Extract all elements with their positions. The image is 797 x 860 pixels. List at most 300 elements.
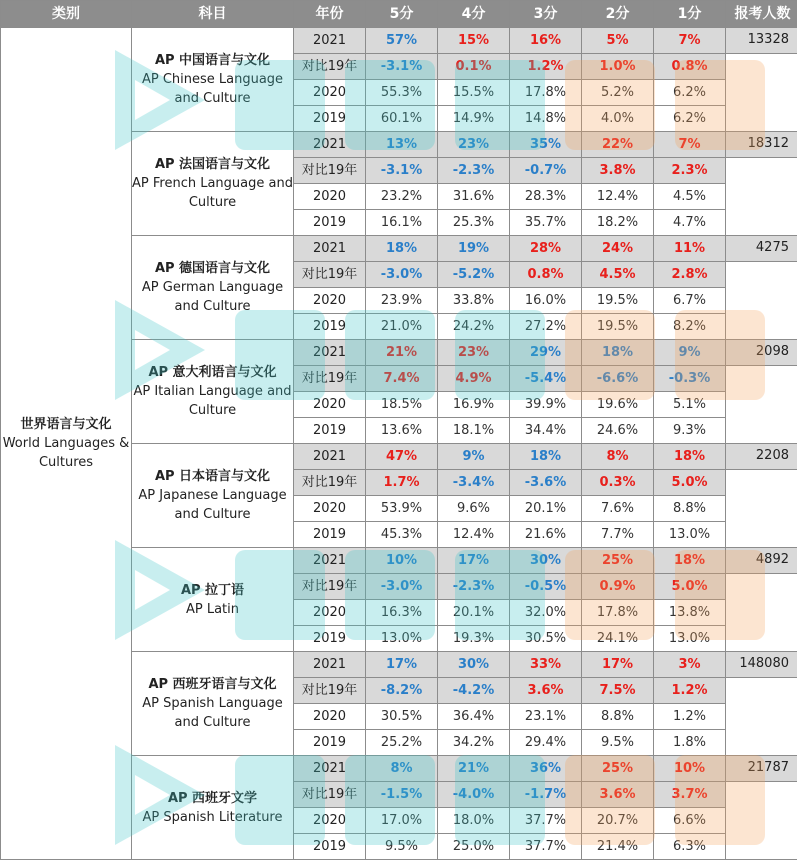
score-cell-1	[654, 522, 726, 548]
score-value: 18%	[602, 345, 633, 360]
score-value: 5.0%	[671, 475, 707, 490]
score-value: 0.1%	[455, 59, 491, 74]
score-value: 16%	[530, 33, 561, 48]
score-value: 6.7%	[673, 293, 706, 308]
year-cell: 2020	[294, 392, 366, 418]
table-row	[1, 28, 797, 54]
header-score-5: 5分	[366, 1, 438, 28]
score-value: 16.1%	[381, 215, 422, 230]
score-cell-5	[366, 548, 438, 574]
score-cell-5	[366, 314, 438, 340]
score-value: 12.4%	[597, 189, 638, 204]
year-cell: 对比19年	[294, 574, 366, 600]
score-cell-2	[582, 314, 654, 340]
score-cell-2	[582, 444, 654, 470]
header-category: 类别	[1, 1, 132, 28]
score-cell-5	[366, 106, 438, 132]
score-cell-3	[510, 288, 582, 314]
score-cell-5	[366, 184, 438, 210]
year-cell: 2021	[294, 652, 366, 678]
score-cell-4	[438, 236, 510, 262]
score-cell-3	[510, 548, 582, 574]
header-year: 年份	[294, 1, 366, 28]
year-cell: 2021	[294, 132, 366, 158]
year-cell: 2019	[294, 730, 366, 756]
score-cell-3	[510, 444, 582, 470]
score-cell-2	[582, 548, 654, 574]
subject-zh: AP 意大利语言与文化	[132, 363, 293, 382]
score-value: 9.5%	[385, 839, 418, 854]
score-cell-1	[654, 132, 726, 158]
subject-en: AP Italian Language and Culture	[132, 382, 293, 420]
score-cell-1	[654, 444, 726, 470]
score-cell-2	[582, 54, 654, 80]
score-value: 20.1%	[453, 605, 494, 620]
score-value: 23.1%	[525, 709, 566, 724]
score-cell-2	[582, 288, 654, 314]
score-value: 0.3%	[599, 475, 635, 490]
score-cell-4	[438, 28, 510, 54]
score-value: 18%	[386, 241, 417, 256]
score-cell-5	[366, 496, 438, 522]
score-cell-3	[510, 106, 582, 132]
score-value: 2.8%	[671, 267, 707, 282]
score-value: 8.8%	[673, 501, 706, 516]
score-cell-4	[438, 288, 510, 314]
score-cell-1	[654, 808, 726, 834]
score-value: 21.6%	[525, 527, 566, 542]
score-value: 1.2%	[673, 709, 706, 724]
score-value: 18%	[674, 449, 705, 464]
score-cell-2	[582, 210, 654, 236]
score-value: 8.8%	[601, 709, 634, 724]
score-cell-5	[366, 288, 438, 314]
score-value: 15.5%	[453, 85, 494, 100]
score-value: 13.0%	[669, 631, 710, 646]
score-value: 6.6%	[673, 813, 706, 828]
subject-en: AP Latin	[132, 600, 293, 619]
score-value: 28.3%	[525, 189, 566, 204]
score-value: -3.6%	[525, 475, 566, 490]
score-cell-2	[582, 496, 654, 522]
score-cell-3	[510, 158, 582, 184]
score-cell-2	[582, 808, 654, 834]
score-cell-1	[654, 418, 726, 444]
score-cell-5	[366, 80, 438, 106]
count-cell: 148080	[726, 652, 797, 678]
score-value: 8.2%	[673, 319, 706, 334]
year-cell: 对比19年	[294, 366, 366, 392]
score-cell-3	[510, 184, 582, 210]
score-value: 4.9%	[455, 371, 491, 386]
year-cell: 对比19年	[294, 158, 366, 184]
score-value: 1.8%	[673, 735, 706, 750]
score-cell-2	[582, 158, 654, 184]
score-cell-4	[438, 184, 510, 210]
score-value: 3.6%	[599, 787, 635, 802]
score-value: 47%	[386, 449, 417, 464]
score-value: 16.9%	[453, 397, 494, 412]
count-cell-empty	[726, 574, 797, 652]
score-value: 1.7%	[383, 475, 419, 490]
score-value: 13.0%	[381, 631, 422, 646]
score-value: 3%	[678, 657, 700, 672]
year-cell: 2020	[294, 80, 366, 106]
header-score-3: 3分	[510, 1, 582, 28]
score-value: 18.2%	[597, 215, 638, 230]
score-value: -0.7%	[525, 163, 566, 178]
score-cell-5	[366, 392, 438, 418]
score-cell-3	[510, 340, 582, 366]
score-value: 19.5%	[597, 293, 638, 308]
score-value: 18%	[530, 449, 561, 464]
score-value: 23%	[458, 345, 489, 360]
score-value: 8%	[606, 449, 628, 464]
count-cell: 13328	[726, 28, 797, 54]
year-cell: 2021	[294, 756, 366, 782]
score-value: 11%	[674, 241, 705, 256]
year-cell: 2021	[294, 340, 366, 366]
score-value: 35%	[530, 137, 561, 152]
score-cell-5	[366, 678, 438, 704]
score-value: 20.1%	[525, 501, 566, 516]
score-cell-4	[438, 834, 510, 860]
year-cell: 对比19年	[294, 54, 366, 80]
year-cell: 对比19年	[294, 262, 366, 288]
score-value: -4.2%	[453, 683, 494, 698]
year-cell: 2019	[294, 314, 366, 340]
score-cell-4	[438, 132, 510, 158]
score-cell-3	[510, 496, 582, 522]
score-cell-2	[582, 470, 654, 496]
score-cell-5	[366, 236, 438, 262]
score-value: 19.5%	[597, 319, 638, 334]
score-cell-1	[654, 626, 726, 652]
score-value: 53.9%	[381, 501, 422, 516]
score-cell-3	[510, 652, 582, 678]
score-value: 5%	[606, 33, 628, 48]
score-value: 13.0%	[669, 527, 710, 542]
score-value: 28%	[530, 241, 561, 256]
score-value: 4.5%	[599, 267, 635, 282]
score-cell-2	[582, 574, 654, 600]
score-cell-1	[654, 756, 726, 782]
score-cell-2	[582, 80, 654, 106]
score-value: 30%	[458, 657, 489, 672]
score-cell-5	[366, 652, 438, 678]
year-cell: 对比19年	[294, 678, 366, 704]
category-zh: 世界语言与文化	[1, 415, 131, 434]
score-value: -1.5%	[381, 787, 422, 802]
score-value: 19%	[458, 241, 489, 256]
score-value: 13.8%	[669, 605, 710, 620]
score-cell-2	[582, 626, 654, 652]
score-cell-4	[438, 782, 510, 808]
year-cell: 2020	[294, 704, 366, 730]
year-cell: 2019	[294, 418, 366, 444]
score-cell-1	[654, 704, 726, 730]
score-cell-4	[438, 392, 510, 418]
score-cell-3	[510, 80, 582, 106]
score-value: -2.3%	[453, 579, 494, 594]
year-cell: 2019	[294, 834, 366, 860]
score-cell-2	[582, 522, 654, 548]
score-cell-5	[366, 808, 438, 834]
score-cell-1	[654, 834, 726, 860]
score-cell-3	[510, 54, 582, 80]
subject-en: AP French Language and Culture	[132, 174, 293, 212]
count-cell: 2098	[726, 340, 797, 366]
score-value: -3.1%	[381, 59, 422, 74]
score-cell-2	[582, 782, 654, 808]
score-cell-1	[654, 548, 726, 574]
subject-cell	[132, 444, 294, 548]
score-value: 2.3%	[671, 163, 707, 178]
score-cell-2	[582, 704, 654, 730]
score-cell-5	[366, 704, 438, 730]
score-value: 24.6%	[597, 423, 638, 438]
score-value: -1.7%	[525, 787, 566, 802]
score-value: 19.6%	[597, 397, 638, 412]
score-cell-2	[582, 730, 654, 756]
subject-cell	[132, 236, 294, 340]
subject-en: AP Chinese Language and Culture	[132, 70, 293, 108]
year-cell: 2019	[294, 210, 366, 236]
count-cell: 18312	[726, 132, 797, 158]
score-value: 7.6%	[601, 501, 634, 516]
score-cell-3	[510, 600, 582, 626]
score-cell-1	[654, 262, 726, 288]
score-value: 7%	[678, 33, 700, 48]
score-value: 55.3%	[381, 85, 422, 100]
score-value: 0.8%	[527, 267, 563, 282]
year-cell: 2020	[294, 288, 366, 314]
year-cell: 对比19年	[294, 470, 366, 496]
score-cell-4	[438, 314, 510, 340]
score-cell-4	[438, 418, 510, 444]
score-value: 10%	[674, 761, 705, 776]
score-value: 36%	[530, 761, 561, 776]
score-cell-3	[510, 756, 582, 782]
score-cell-1	[654, 80, 726, 106]
score-cell-3	[510, 236, 582, 262]
score-value: 32.0%	[525, 605, 566, 620]
score-cell-2	[582, 106, 654, 132]
score-cell-4	[438, 366, 510, 392]
score-value: 19.3%	[453, 631, 494, 646]
score-cell-5	[366, 366, 438, 392]
score-cell-5	[366, 54, 438, 80]
score-value: 29.4%	[525, 735, 566, 750]
score-cell-5	[366, 756, 438, 782]
score-value: 23.9%	[381, 293, 422, 308]
score-cell-2	[582, 236, 654, 262]
score-value: 23.2%	[381, 189, 422, 204]
score-value: 17.0%	[381, 813, 422, 828]
score-value: -4.0%	[453, 787, 494, 802]
score-value: 21.0%	[381, 319, 422, 334]
score-cell-1	[654, 574, 726, 600]
score-cell-3	[510, 834, 582, 860]
score-cell-5	[366, 522, 438, 548]
score-cell-2	[582, 132, 654, 158]
score-value: 9%	[678, 345, 700, 360]
score-cell-3	[510, 522, 582, 548]
score-cell-5	[366, 730, 438, 756]
count-cell-empty	[726, 158, 797, 236]
score-cell-1	[654, 340, 726, 366]
year-cell: 2020	[294, 808, 366, 834]
score-cell-5	[366, 782, 438, 808]
score-value: 30.5%	[381, 709, 422, 724]
score-cell-3	[510, 392, 582, 418]
score-value: 18.0%	[453, 813, 494, 828]
subject-zh: AP 日本语言与文化	[132, 467, 293, 486]
year-cell: 对比19年	[294, 782, 366, 808]
score-value: 57%	[386, 33, 417, 48]
score-cell-1	[654, 106, 726, 132]
score-value: 23%	[458, 137, 489, 152]
score-value: 37.7%	[525, 839, 566, 854]
score-value: 9.3%	[673, 423, 706, 438]
score-cell-2	[582, 392, 654, 418]
score-cell-1	[654, 210, 726, 236]
score-value: 9%	[462, 449, 484, 464]
score-value: 14.8%	[525, 111, 566, 126]
score-value: -3.0%	[381, 579, 422, 594]
score-cell-1	[654, 782, 726, 808]
score-cell-4	[438, 730, 510, 756]
header-score-4: 4分	[438, 1, 510, 28]
score-value: -3.1%	[381, 163, 422, 178]
count-cell-empty	[726, 54, 797, 132]
score-value: 7%	[678, 137, 700, 152]
year-cell: 2019	[294, 106, 366, 132]
score-cell-1	[654, 314, 726, 340]
score-value: 34.2%	[453, 735, 494, 750]
subject-cell	[132, 28, 294, 132]
score-cell-1	[654, 496, 726, 522]
score-cell-4	[438, 158, 510, 184]
score-cell-4	[438, 652, 510, 678]
score-value: 29%	[530, 345, 561, 360]
score-cell-4	[438, 548, 510, 574]
score-value: 5.1%	[673, 397, 706, 412]
score-cell-1	[654, 652, 726, 678]
score-cell-1	[654, 54, 726, 80]
score-value: 14.9%	[453, 111, 494, 126]
subject-zh: AP 西班牙文学	[132, 789, 293, 808]
score-value: 13%	[386, 137, 417, 152]
subject-zh: AP 德国语言与文化	[132, 259, 293, 278]
score-value: 22%	[602, 137, 633, 152]
score-value: 35.7%	[525, 215, 566, 230]
year-cell: 2019	[294, 522, 366, 548]
score-cell-2	[582, 28, 654, 54]
score-value: 34.4%	[525, 423, 566, 438]
subject-cell	[132, 132, 294, 236]
score-cell-3	[510, 782, 582, 808]
subject-cell	[132, 756, 294, 860]
score-cell-5	[366, 444, 438, 470]
count-cell-empty	[726, 366, 797, 444]
score-value: 21%	[386, 345, 417, 360]
score-value: 39.9%	[525, 397, 566, 412]
score-cell-4	[438, 80, 510, 106]
score-value: 3.7%	[671, 787, 707, 802]
score-cell-1	[654, 678, 726, 704]
score-value: 3.6%	[527, 683, 563, 698]
header-count: 报考人数	[726, 1, 797, 28]
score-value: 21%	[458, 761, 489, 776]
score-cell-4	[438, 678, 510, 704]
score-value: -5.2%	[453, 267, 494, 282]
score-cell-2	[582, 652, 654, 678]
score-value: 6.2%	[673, 85, 706, 100]
score-cell-3	[510, 28, 582, 54]
score-value: 3.8%	[599, 163, 635, 178]
subject-zh: AP 法国语言与文化	[132, 155, 293, 174]
score-value: 20.7%	[597, 813, 638, 828]
score-cell-3	[510, 418, 582, 444]
score-cell-4	[438, 574, 510, 600]
score-cell-2	[582, 262, 654, 288]
score-cell-5	[366, 470, 438, 496]
year-cell: 2020	[294, 496, 366, 522]
score-value: 18.1%	[453, 423, 494, 438]
score-cell-1	[654, 184, 726, 210]
score-cell-4	[438, 470, 510, 496]
score-cell-3	[510, 210, 582, 236]
score-value: 21.4%	[597, 839, 638, 854]
score-value: -0.5%	[525, 579, 566, 594]
score-value: 8%	[390, 761, 412, 776]
subject-en: AP Spanish Language and Culture	[132, 694, 293, 732]
score-value: 1.2%	[527, 59, 563, 74]
score-cell-5	[366, 158, 438, 184]
score-value: 25.3%	[453, 215, 494, 230]
score-cell-5	[366, 626, 438, 652]
score-value: 36.4%	[453, 709, 494, 724]
score-value: 24%	[602, 241, 633, 256]
score-cell-4	[438, 262, 510, 288]
score-cell-3	[510, 678, 582, 704]
score-value: 6.2%	[673, 111, 706, 126]
header-row	[1, 1, 797, 28]
score-value: 17%	[458, 553, 489, 568]
score-value: 60.1%	[381, 111, 422, 126]
year-cell: 2020	[294, 600, 366, 626]
score-cell-2	[582, 756, 654, 782]
score-value: 16.3%	[381, 605, 422, 620]
score-value: 17%	[602, 657, 633, 672]
score-value: 4.0%	[601, 111, 634, 126]
score-cell-1	[654, 730, 726, 756]
score-cell-5	[366, 28, 438, 54]
subject-zh: AP 西班牙语言与文化	[132, 675, 293, 694]
score-value: 17%	[386, 657, 417, 672]
score-cell-1	[654, 392, 726, 418]
subject-cell	[132, 340, 294, 444]
score-value: 7.7%	[601, 527, 634, 542]
score-cell-5	[366, 600, 438, 626]
subject-en: AP Japanese Language and Culture	[132, 486, 293, 524]
score-value: -3.4%	[453, 475, 494, 490]
subject-cell	[132, 652, 294, 756]
score-cell-4	[438, 626, 510, 652]
header-subject: 科目	[132, 1, 294, 28]
header-score-1: 1分	[654, 1, 726, 28]
